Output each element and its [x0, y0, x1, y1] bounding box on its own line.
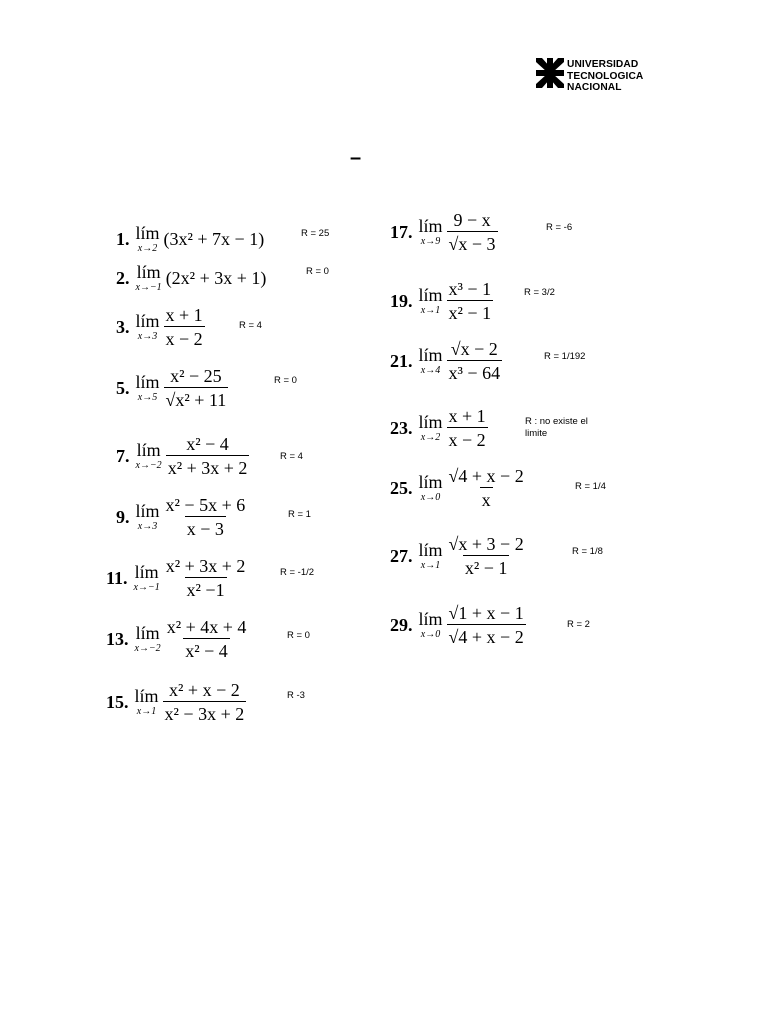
- lim-word: lím: [135, 623, 160, 643]
- exercise-number: 17.: [390, 221, 413, 242]
- exercise-29: [390, 603, 526, 647]
- exercise-number: 25.: [390, 477, 413, 498]
- limit-subscript: x→−1: [135, 282, 162, 293]
- lim-word: lím: [418, 285, 443, 305]
- limit-operator: [136, 312, 160, 342]
- denominator: x − 2: [447, 427, 488, 450]
- exercise-3: [116, 305, 205, 349]
- lim-word: lím: [136, 440, 161, 460]
- numerator: 9 − x: [453, 210, 491, 230]
- lim-word: lím: [418, 609, 443, 629]
- exercise-number: 2.: [116, 267, 130, 288]
- limit-operator: [136, 224, 160, 254]
- exercise-1: [116, 224, 264, 254]
- limit-subscript: x→9: [420, 236, 441, 247]
- fraction: [447, 210, 498, 254]
- answer: R = 0: [306, 266, 329, 277]
- exercise-17: [390, 210, 498, 254]
- exercise-number: 7.: [116, 445, 130, 466]
- answer: R = 0: [287, 630, 310, 641]
- answer: R -3: [287, 690, 305, 701]
- answer: R = -6: [546, 222, 573, 233]
- title-dash: –: [350, 147, 362, 169]
- limit-subscript: x→1: [420, 305, 441, 316]
- fraction: [447, 339, 503, 383]
- answer: R = 1/8: [572, 546, 603, 557]
- limit-operator: [135, 687, 159, 717]
- exercise-number: 1.: [116, 228, 130, 249]
- fraction: [164, 556, 248, 600]
- lim-word: lím: [134, 686, 159, 706]
- limit-subscript: x→3: [137, 521, 158, 532]
- exercise-19: [390, 279, 493, 323]
- exercise-number: 9.: [116, 506, 130, 527]
- lim-word: lím: [135, 311, 160, 331]
- fraction: [447, 466, 526, 510]
- exercise-23: [390, 406, 488, 450]
- limit-operator: [136, 502, 160, 532]
- exercise-11: [106, 556, 247, 600]
- denominator: √4 + x − 2: [447, 624, 526, 647]
- exercise-number: 11.: [106, 567, 128, 588]
- exercise-number: 3.: [116, 316, 130, 337]
- exercise-number: 29.: [390, 614, 413, 635]
- answer: R = 2: [567, 619, 590, 630]
- lim-word: lím: [418, 472, 443, 492]
- limit-operator: [134, 563, 160, 593]
- exercise-27: [390, 534, 526, 578]
- answer: R = 1/4: [575, 481, 606, 492]
- denominator: x: [480, 487, 493, 510]
- logo-line-3: NACIONAL: [567, 82, 622, 93]
- answer: R = -1/2: [280, 567, 315, 578]
- limit-operator: [419, 610, 443, 640]
- answer: R = 3/2: [524, 287, 555, 298]
- exercise-7: [116, 434, 249, 478]
- exercise-15: [106, 680, 246, 724]
- fraction: [447, 279, 494, 323]
- exercise-number: 21.: [390, 350, 413, 371]
- limit-operator: [419, 413, 443, 443]
- denominator: x − 2: [164, 326, 205, 349]
- numerator: x² − 25: [170, 366, 222, 386]
- exercise-number: 13.: [106, 628, 129, 649]
- denominator: √x − 3: [447, 231, 498, 254]
- fraction: [164, 305, 205, 349]
- limit-operator: [136, 263, 162, 293]
- limit-subscript: x→3: [137, 331, 158, 342]
- exercise-2: [116, 263, 266, 293]
- denominator: x² − 1: [463, 555, 510, 578]
- limit-operator: [136, 373, 160, 403]
- exercise-5: [116, 366, 228, 410]
- fraction: [447, 603, 526, 647]
- answer: R = 0: [274, 375, 297, 386]
- limit-operator: [419, 286, 443, 316]
- denominator: x − 3: [185, 516, 226, 539]
- logo-text: [567, 59, 643, 94]
- denominator: √x² + 11: [164, 387, 229, 410]
- denominator: x² − 4: [183, 638, 230, 661]
- numerator: x² − 4: [186, 434, 229, 454]
- limit-expression: (3x² + 7x − 1): [163, 228, 265, 249]
- limit-subscript: x→0: [420, 629, 441, 640]
- limit-operator: [419, 541, 443, 571]
- lim-word: lím: [418, 216, 443, 236]
- denominator: x² + 3x + 2: [166, 455, 250, 478]
- numerator: x² + 4x + 4: [166, 617, 247, 637]
- numerator: x² + x − 2: [169, 680, 240, 700]
- lim-word: lím: [418, 540, 443, 560]
- limit-subscript: x→4: [420, 365, 441, 376]
- denominator: x³ − 64: [447, 360, 503, 383]
- lim-word: lím: [135, 372, 160, 392]
- denominator: x² − 3x + 2: [163, 701, 247, 724]
- numerator: x + 1: [448, 406, 486, 426]
- fraction: [163, 680, 247, 724]
- limit-subscript: x→2: [420, 432, 441, 443]
- numerator: √1 + x − 1: [448, 603, 524, 623]
- denominator: x² −1: [185, 577, 227, 600]
- limit-subscript: x→1: [136, 706, 157, 717]
- lim-word: lím: [418, 412, 443, 432]
- fraction: [447, 406, 488, 450]
- exercise-number: 19.: [390, 290, 413, 311]
- exercise-13: [106, 617, 248, 661]
- fraction: [166, 434, 250, 478]
- limit-subscript: x→5: [137, 392, 158, 403]
- numerator: √x − 2: [450, 339, 498, 359]
- denominator: x² − 1: [447, 300, 494, 323]
- limit-subscript: x→−2: [135, 460, 162, 471]
- numerator: x + 1: [165, 305, 203, 325]
- limit-subscript: x→−2: [134, 643, 161, 654]
- logo-line-1: UNIVERSIDAD: [567, 59, 639, 70]
- limit-operator: [419, 346, 443, 376]
- exercise-25: [390, 466, 526, 510]
- limit-subscript: x→−1: [133, 582, 160, 593]
- logo-line-2: TECNOLOGICA: [567, 70, 644, 82]
- exercise-number: 23.: [390, 417, 413, 438]
- answer: R = 4: [239, 320, 262, 331]
- answer: R = 4: [280, 451, 303, 462]
- numerator: x³ − 1: [448, 279, 492, 299]
- numerator: x² + 3x + 2: [165, 556, 246, 576]
- numerator: √4 + x − 2: [448, 466, 524, 486]
- answer: R : no existe el limite: [525, 416, 588, 439]
- exercise-number: 15.: [106, 691, 129, 712]
- fraction: [164, 495, 248, 539]
- exercise-number: 27.: [390, 545, 413, 566]
- exercise-9: [116, 495, 247, 539]
- limit-operator: [419, 473, 443, 503]
- answer: R = 1/192: [544, 351, 586, 362]
- numerator: x² − 5x + 6: [165, 495, 246, 515]
- fraction: [447, 534, 526, 578]
- lim-word: lím: [135, 223, 160, 243]
- fraction: [164, 366, 229, 410]
- limit-subscript: x→1: [420, 560, 441, 571]
- university-logo: [536, 58, 676, 94]
- lim-word: lím: [418, 345, 443, 365]
- limit-expression: (2x² + 3x + 1): [165, 267, 267, 288]
- lim-word: lím: [134, 562, 159, 582]
- answer: R = 25: [301, 228, 330, 239]
- lim-word: lím: [136, 262, 161, 282]
- exercise-number: 5.: [116, 377, 130, 398]
- numerator: √x + 3 − 2: [448, 534, 524, 554]
- lim-word: lím: [135, 501, 160, 521]
- limit-operator: [135, 624, 161, 654]
- fraction: [165, 617, 249, 661]
- limit-subscript: x→2: [137, 243, 158, 254]
- utn-logo-icon: [536, 58, 564, 88]
- answer: R = 1: [288, 509, 311, 520]
- limit-operator: [419, 217, 443, 247]
- exercise-21: [390, 339, 502, 383]
- limit-subscript: x→0: [420, 492, 441, 503]
- limit-operator: [136, 441, 162, 471]
